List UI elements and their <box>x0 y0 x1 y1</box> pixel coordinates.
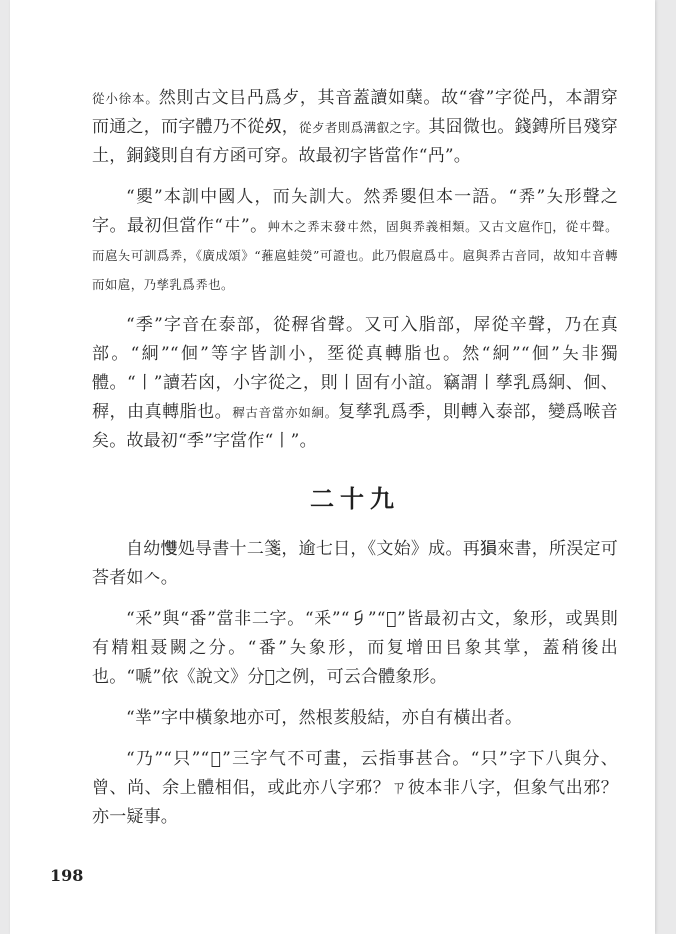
text-segment: “釆”與“番”當非二字。“釆”“𠂎”“𤓰”皆最初古文，象形，或異則有精粗聂闕之分。“番”夨象形，而复增田㠯象其掌，蓋稍後出也。“嗁”依《說文》分𠦜之例，可云合體象形。 <box>92 609 618 687</box>
paragraph-6 <box>92 704 618 733</box>
book-page <box>10 0 655 934</box>
paragraph-5 <box>92 605 618 692</box>
text-segment: 其囧微也。錢鎛所㠯殘穿土，銅錢則自有方函可穿。故最初字皆當作“冎”。 <box>92 117 618 166</box>
text-segment: “夓”本訓中國人，而夨訓大。然𢍏夓但本一語。“𢍏”夨形聲之字。最初但當作“㐄”。 <box>92 187 618 236</box>
paragraph-2 <box>92 183 618 299</box>
text-segment: 然則古文㠯冎爲歺，其音蓋讀如蘖。故“睿”字從冎，本謂穿而通之，而字體乃 <box>92 88 618 137</box>
text-segment: 不 <box>229 117 248 137</box>
inline-note: 稺古音當亦如絅。 <box>232 405 338 420</box>
paragraph-7 <box>92 745 618 832</box>
text-segment: 從𣦼， <box>247 117 299 137</box>
text-segment: “季”字音在泰部，從稺省聲。又可入脂部，屖從辛聲，乃在真部。“絅”“佪”等字皆訓小，㘸從真轉脂也。然“絅”“佪”夨非獨體。“丨”讀若囟，小字從之，則丨固有小誼。竊謂丨孳乳爲絅、佪、稺，由真轉脂也。 <box>92 315 618 422</box>
inline-note: 艸木之𢍏末發㐄然，固與𢍏義相類。又古文扈作𡵨，從㐄聲。而扈夨可訓爲𢍏，《廣成頌》“蓷扈蛙熒”可證也。此乃假扈爲㐄。扈與𢍏古音同，故知㐄音轉而如扈，乃孳乳爲𢍏也。 <box>92 219 618 292</box>
page-body <box>92 84 618 832</box>
paragraph-1 <box>92 84 618 171</box>
section-heading: 二十九 <box>310 485 400 513</box>
paragraph-3 <box>92 311 618 456</box>
text-segment: “乃”“只”“𠮦”三字气不可畫，云指事甚合。“只”字下八與分、曾、尚、余上體相佀，或此亦八字邪？ <box>92 749 618 798</box>
page-number: 198 <box>50 866 84 885</box>
paragraph-4 <box>92 535 618 593</box>
text-segment: 彼本非八字，但象气出邪？亦一疑事。 <box>92 778 618 827</box>
text-segment: “丵”字中橫象地亦可，然根荄般結，亦自有橫出者。 <box>126 708 523 728</box>
text-segment: 自幼𢥠処㝵書十二箋，逾七日，《文始》成。再𤠔來書，所洖定可荅者如𠆢。 <box>92 539 618 588</box>
text-segment: 复孳乳爲季，則轉入泰部，變爲喉音矣。故最初“季”字當作“丨”。 <box>92 402 618 451</box>
text-segment: ㄗ <box>390 778 408 798</box>
inline-note: 從歺者則爲溝叡之字。 <box>298 120 429 135</box>
inline-note: 從小徐本。 <box>92 91 159 106</box>
